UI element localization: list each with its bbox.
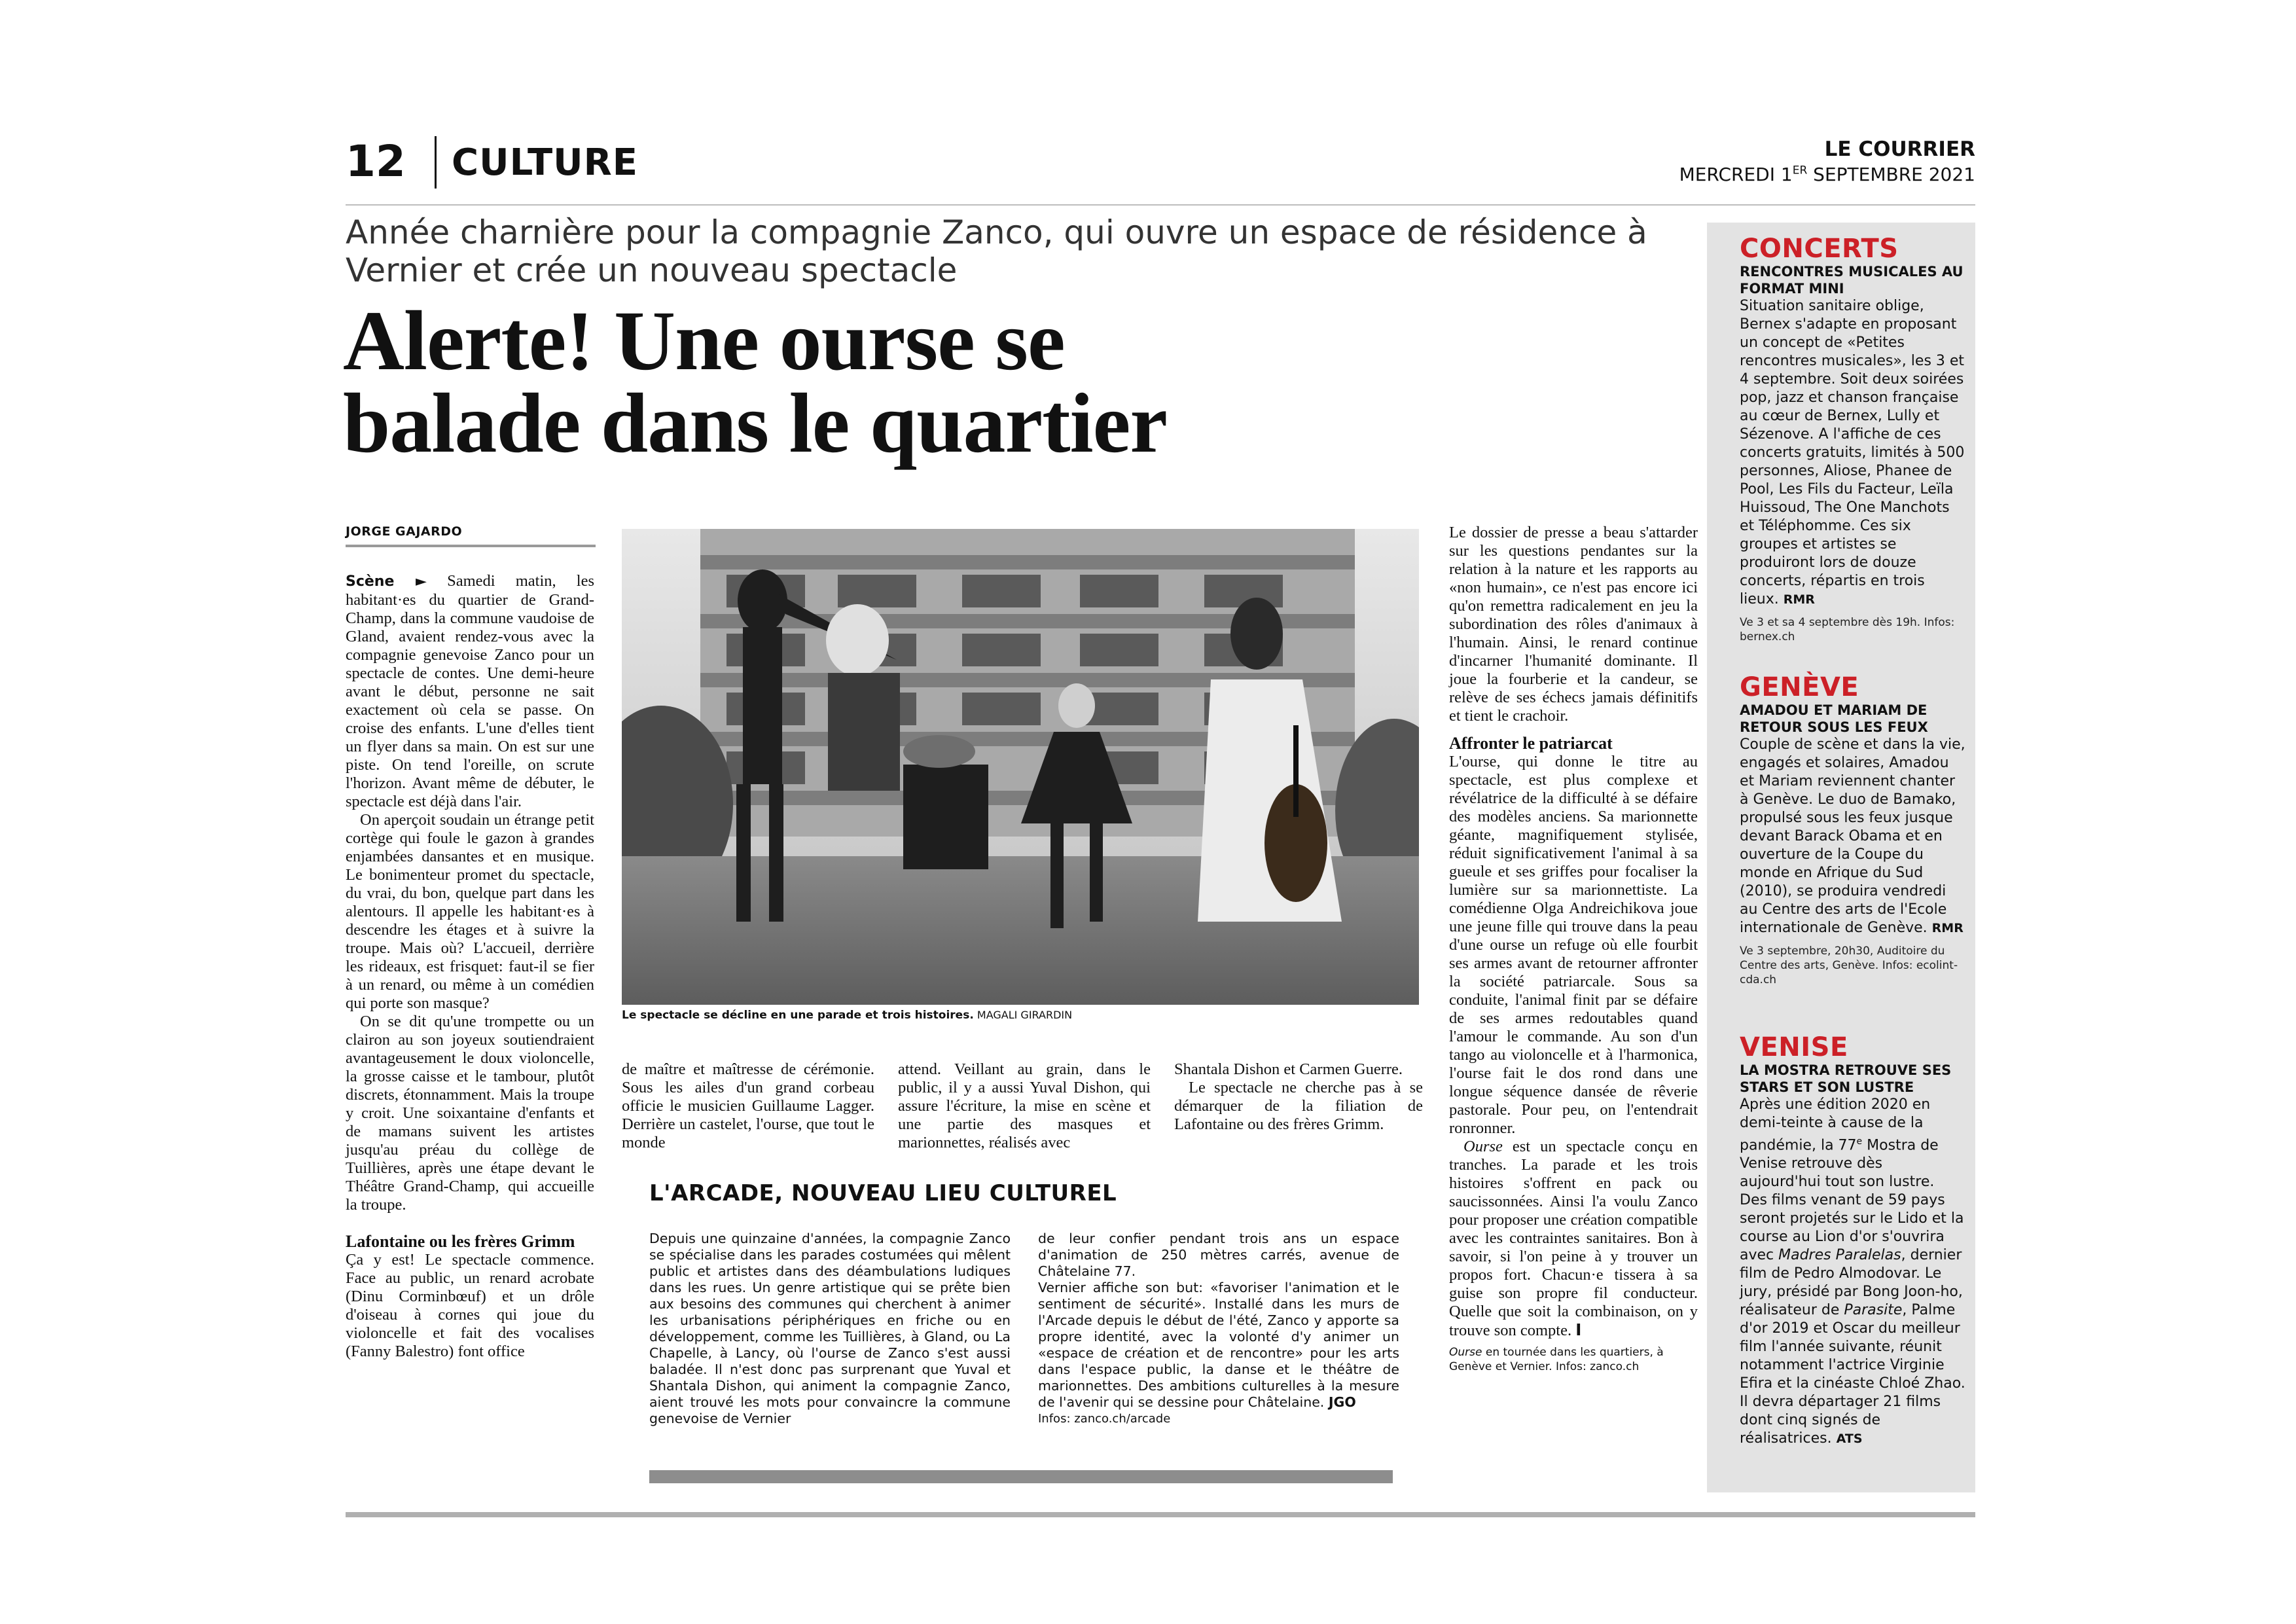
brief-body: Situation sanitaire oblige, Bernex s'adapte en proposant un concept de «Petites rencontres musicales», les 3 et 4 septembre. Soit deux soirées pop, jazz et chanson française au cœur de Bernex, Lully et Sézenove. A l'affiche de ces concerts gratuits, limités à 500 personnes, Aliose, Phanee de Pool, Les Fils du Facteur, Leïla Huissoud, The One Manchots et Téléphomme. Ces six groupes et artistes se produiront lors de douze concerts, répartis en trois lieux. RMR <box>1740 298 1965 607</box>
box-title: L'ARCADE, NOUVEAU LIEU CULTUREL <box>649 1180 1117 1206</box>
brief-subheading: LA MOSTRA RETROUVE SES STARS ET SON LUSTRE <box>1740 1062 1952 1095</box>
paragraph: L'ourse, qui donne le titre au spectacle, est plus complexe et révélatrice de la difficulté à se défaire des modèles anciens. Sa marionnette géante, magnifiquement stylisée, réduit significativement l'animal à sa gueule et ses griffes pour focaliser la lumière sur sa marionnettiste. La comédienne Olga Andreichikova joue une jeune fille qui trouve dans la peau d'une ourse un refuge où elle fourbit ses armes avant de retourner affronter la société patriarcale. Sous sa conduite, l'animal finit par se défaire de ses armes redoutables quand l'amour le commande. Au son d'un tango au violoncelle et à l'harmonica, l'ourse fait le dos rond dans une longue séquence dansée de rêverie pastorale. Pour peu, on l'entendrait ronronner. <box>1449 753 1698 1137</box>
paragraph: Le dossier de presse a beau s'attarder sur les questions pendantes sur la relation à la nature et les rapports au «non humain», ce n'est pas encore ici qu'on remettra radicalement en jeu la subordination des rôles d'animaux à l'humain. Ainsi, le renard continue d'incarner l'humanité dominante. Il joue la fourberie et la candeur, se relève de ses échecs jamais définitifs et tient le crachoir. <box>1449 524 1698 725</box>
box-column-2 <box>1038 1231 1399 1427</box>
brief-heading: VENISE <box>1740 1032 1848 1062</box>
brief-signature: RMR <box>1931 921 1964 935</box>
paragraph: Ça y est! Le spectacle commence. Face au public, un renard acrobate (Dinu Corminbœuf) et un drôle d'oiseau à cornes qui joue du violoncelle et fait des vocalises (Fanny Balestro) font office <box>346 1251 594 1360</box>
paragraph: Ourse est un spectacle conçu en tranches. La parade et les trois histoires s'offrent en pack ou saucissonnées. Ainsi l'a voulu Zanco pour proposer une création compatible avec les contraintes sanitaires. Bon à savoir, si l'on peine à y trouver un propos fort. Chacun·e tissera à sa guise son propre fil conducteur. Quelle que soit la combinaison, on y trouve son compte. I <box>1449 1138 1698 1339</box>
paragraph: On aperçoit soudain un étrange petit cortège qui foule le gazon à grandes enjambées dansantes et en musique. Le bonimenteur promet du spectacle, du vrai, du bon, quelque part dans les alentours. Il appelle les habitant·es à descendre les étages et à suivre la troupe. Mais où? L'accueil, derrière les rideaux, est frisquet: faut-il se fier à un renard, ou même à un comédien qui porte son masque? <box>346 811 594 1012</box>
end-mark: I <box>1575 1320 1582 1339</box>
article-column-2: de maître et maîtresse de cérémonie. Sous les ailes d'un grand corbeau officie le musicien Guillaume Lagger. Derrière un castelet, l'ourse, que tout le monde <box>622 1060 874 1151</box>
paragraph: Vernier affiche son but: «favoriser l'animation et le sentiment de sécurité». Installé dans les murs de l'Arcade depuis le début de l'été, Zanco y apporte sa propre identité, avec la volonté d'y animer un «espace de création et de rencontre» pour les arts dans l'espace public, la danse et le théâtre de marionnettes. Des ambitions culturelles à la mesure de l'avenir qui se dessine pour Châtelaine. JGO <box>1038 1280 1399 1410</box>
brief-geneve <box>1740 673 1965 987</box>
brief-concerts <box>1740 234 1965 644</box>
publication-date: MERCREDI 1ER SEPTEMBRE 2021 <box>1679 164 1975 185</box>
article-footnote: Ourse en tournée dans les quartiers, à Genève et Vernier. Infos: zanco.ch <box>1449 1346 1664 1373</box>
article-column-5 <box>1449 524 1698 1374</box>
box-bottom-bar <box>649 1470 1393 1483</box>
paragraph: Shantala Dishon et Carmen Guerre. <box>1174 1060 1403 1078</box>
box-info: Infos: zanco.ch/arcade <box>1038 1412 1171 1426</box>
paragraph: de leur confier pendant trois ans un espace d'animation de 250 mètres carrés, avenue de Châtelaine 77. <box>1038 1231 1399 1279</box>
brief-body: Après une édition 2020 en demi-teinte à cause de la pandémie, la 77e Mostra de Venise retrouve dès aujourd'hui tout son lustre. Des films venant de 59 pays seront projetés sur le Lido et la course au Lion d'or s'ouvrira avec Madres Paralelas, dernier film de Pedro Almodovar. Le jury, présidé par Bong Joon-ho, réalisateur de Parasite, Palme d'or 2019 et Oscar du meilleur film l'année suivante, réunit notamment l'actrice Virginie Efira et la cinéaste Chloé Zhao. Il devra départager 21 films dont cinq signés de réalisatrices. ATS <box>1740 1096 1965 1447</box>
title-line-2: balade dans le quartier <box>343 376 1168 471</box>
photo-credit: MAGALI GIRARDIN <box>973 1009 1073 1021</box>
subheading: Lafontaine ou les frères Grimm <box>346 1232 575 1251</box>
brief-heading: CONCERTS <box>1740 234 1899 264</box>
brief-body: Couple de scène et dans la vie, engagés et solaires, Amadou et Mariam reviennent chanter à Genève. Le duo de Bamako, propulsé sous les feux jusque devant Barack Obama et en ouverture de la Coupe du monde en Afrique du Sud (2010), se produira vendredi au Centre des arts de l'Ecole internationale de Genève. RMR <box>1740 736 1965 936</box>
header-separator <box>435 136 437 189</box>
paragraph: Le spectacle ne cherche pas à se démarquer de la filiation de Lafontaine ou des frères Grimm. <box>1174 1079 1423 1133</box>
header-rule <box>346 204 1975 206</box>
photo-caption: Le spectacle se décline en une parade et trois histoires. MAGALI GIRARDIN <box>622 1009 1073 1022</box>
article-column-4 <box>1174 1060 1423 1134</box>
title-line-1: Alerte! Une ourse se <box>343 294 1065 388</box>
article-column-3: attend. Veillant au grain, dans le public, il y a aussi Yuval Dishon, qui assure l'écriture, la mise en scène et une partie des masques et marionnettes, réalisés avec <box>898 1060 1151 1151</box>
brief-signature: ATS <box>1836 1432 1863 1447</box>
brief-venise <box>1740 1033 1965 1448</box>
paragraph: Scène ► Samedi matin, les habitant·es du quartier de Grand-Champ, dans la commune vaudoise de Gland, avaient rendez-vous avec la compagnie genevoise Zanco pour un spectacle de contes. Une demi-heure avant le début, personne ne sait exactement où cela se passe. On croise des enfants. L'une d'elles tient un flyer dans sa main. On est sur une piste. On tend l'oreille, on scrute l'horizon. Avant même de débuter, le spectacle est déjà dans l'air. <box>346 572 595 810</box>
article-column-1 <box>346 572 594 1361</box>
photo-illustration <box>622 529 1419 1005</box>
subheading: Affronter le patriarcat <box>1449 734 1613 753</box>
newspaper-name: LE COURRIER <box>1824 137 1975 161</box>
brief-signature: RMR <box>1783 592 1815 607</box>
author-rule <box>346 545 596 547</box>
footer-rule <box>346 1512 1975 1517</box>
lead-word: Scène ► <box>346 573 427 590</box>
article-deck: Année charnière pour la compagnie Zanco, qui ouvre un espace de résidence à Vernier et crée un nouveau spectacle <box>346 213 1647 289</box>
box-signature: JGO <box>1328 1394 1356 1410</box>
paragraph: On se dit qu'une trompette ou un clairon au son joyeux soutiendraient avantageusement le doux violoncelle, la grosse caisse et le tambour, plutôt discrets, étonnamment. Mais la troupe y croit. Une soixantaine d'enfants et de mamans suivent les artistes jusqu'au préau du collège de Tuillières, après une étape devant le Théâtre Grand-Champ, qui accueille la troupe. <box>346 1013 594 1214</box>
section-title: CULTURE <box>452 141 639 184</box>
brief-subheading: AMADOU ET MARIAM DE RETOUR SOUS LES FEUX <box>1740 702 1928 735</box>
brief-heading: GENÈVE <box>1740 672 1859 702</box>
article-title <box>343 294 1685 471</box>
page-number: 12 <box>346 136 406 187</box>
brief-subheading: RENCONTRES MUSICALES AU FORMAT MINI <box>1740 264 1964 297</box>
brief-info: Ve 3 et sa 4 septembre dès 19h. Infos: bernex.ch <box>1740 616 1955 643</box>
article-photo <box>622 529 1419 1005</box>
box-column-1: Depuis une quinzaine d'années, la compagnie Zanco se spécialise dans les parades costumées qui mêlent public et artistes dans des déambulations ludiques dans les rues. Un genre artistique qui se prête bien aux besoins des communes qui cherchent à animer les urbanisations périphériques en friche ou en développement, comme les Tuillières, à Gland, ou La Chapelle, à Lancy, où l'ourse de Zanco s'est aussi baladée. Il n'est donc pas surprenant que Yuval et Shantala Dishon, qui animent la compagnie Zanco, aient trouvé les mots pour convaincre la commune genevoise de Vernier <box>649 1231 1011 1426</box>
brief-info: Ve 3 septembre, 20h30, Auditoire du Centre des arts, Genève. Infos: ecolint-cda.ch <box>1740 945 1958 986</box>
author-byline: JORGE GAJARDO <box>346 524 463 539</box>
